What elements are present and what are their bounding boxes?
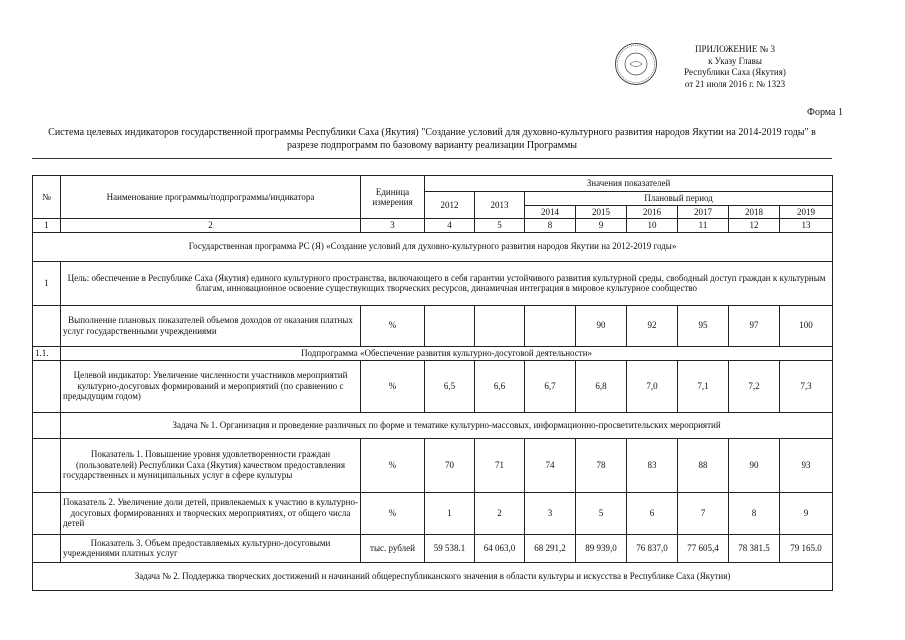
indicator-name: Показатель 1. Повышение уровня удовлетворенности граждан (пользователей) Республики Саха (Якутия) качеством предоставления государственных и муниципальных услуг в сфере культуры — [61, 438, 361, 492]
value-cell: 64 063,0 — [475, 534, 525, 562]
indicator-num — [33, 492, 61, 534]
appendix-line: ПРИЛОЖЕНИЕ № 3 — [694, 44, 776, 54]
value-cell: 74 — [525, 438, 576, 492]
column-number: 12 — [729, 219, 780, 233]
subprogram-title: Подпрограмма «Обеспечение развития культурно-досуговой деятельности» — [61, 346, 833, 360]
appendix-line: к Указу Главы — [708, 55, 762, 66]
column-number: 1 — [33, 219, 61, 233]
value-cell: 97 — [729, 305, 780, 346]
value-cell: 89 939,0 — [576, 534, 627, 562]
header-year: 2018 — [729, 205, 780, 219]
value-cell: 76 837,0 — [627, 534, 678, 562]
value-cell: 92 — [627, 305, 678, 346]
indicator-name: Выполнение плановых показателей объемов доходов от оказания платных услуг государственными учреждениями — [61, 305, 361, 346]
indicator-num — [33, 438, 61, 492]
indicator-row — [33, 438, 833, 492]
document-title: Система целевых индикаторов государственной программы Республики Саха (Якутия) "Создание условий для духовно-культурного развития народов Якутии на 2014-2019 годы" в разрезе подпрограмм по базовому варианту реализации Программы — [48, 127, 816, 151]
value-cell: 6,5 — [425, 360, 475, 412]
task-row — [33, 562, 833, 590]
header-year: 2017 — [678, 205, 729, 219]
header-year: 2013 — [475, 192, 525, 219]
value-cell: 70 — [425, 438, 475, 492]
appendix-line: от 21 июля 2016 г. № 1323 — [684, 78, 786, 89]
header-unit: Единица измерения — [361, 176, 425, 219]
value-cell — [425, 305, 475, 346]
task-title: Задача № 1. Организация и проведение различных по форме и тематике культурно-массовых, информационно-просветительских мероприятий — [61, 412, 833, 438]
column-number: 4 — [425, 219, 475, 233]
value-cell: 1 — [425, 492, 475, 534]
value-cell: 2 — [475, 492, 525, 534]
value-cell: 71 — [475, 438, 525, 492]
value-cell: 90 — [729, 438, 780, 492]
column-number: 10 — [627, 219, 678, 233]
goal-text: Цель: обеспечение в Республике Саха (Якутия) единого культурного пространства, включающего в себя гарантии устойчивого развития культурной среды, свободный доступ граждан к культурным благам, инновационное освоение существующих творческих ресурсов, динамичная интеграция в мировое культурное сообщество — [61, 261, 833, 305]
header-year: 2012 — [425, 192, 475, 219]
column-number: 13 — [780, 219, 833, 233]
header-year: 2015 — [576, 205, 627, 219]
form-label: Форма 1 — [807, 107, 843, 118]
header-year: 2019 — [780, 205, 833, 219]
subprogram-row — [33, 346, 833, 360]
indicator-row — [33, 492, 833, 534]
indicators-table — [32, 175, 833, 591]
header-year: 2016 — [627, 205, 678, 219]
appendix-line: Республики Саха (Якутия) — [684, 67, 786, 77]
header-values: Значения показателей — [425, 176, 833, 192]
program-title-row — [33, 232, 833, 261]
value-cell: 7,1 — [678, 360, 729, 412]
column-number: 2 — [61, 219, 361, 233]
value-cell: 7 — [678, 492, 729, 534]
header-year: 2014 — [525, 205, 576, 219]
value-cell: 78 — [576, 438, 627, 492]
column-number: 9 — [576, 219, 627, 233]
value-cell — [475, 305, 525, 346]
task-num — [33, 412, 61, 438]
indicator-unit: % — [361, 305, 425, 346]
task-row — [33, 412, 833, 438]
value-cell: 79 165.0 — [780, 534, 833, 562]
column-number: 11 — [678, 219, 729, 233]
value-cell: 6,6 — [475, 360, 525, 412]
indicator-num — [33, 305, 61, 346]
indicator-name: Показатель 3. Объем предоставляемых культурно-досуговыми учреждениями платных услуг — [61, 534, 361, 562]
indicator-unit: тыс. рублей — [361, 534, 425, 562]
indicator-name: Целевой индикатор: Увеличение численности участников мероприятий культурно-досуговых формирований и мероприятий (по сравнению с предыдущим годом) — [61, 360, 361, 412]
indicator-name: Показатель 2. Увеличение доли детей, привлекаемых к участию в культурно-досуговых формированиях и творческих мероприятиях, от общего числа детей — [61, 492, 361, 534]
value-cell: 88 — [678, 438, 729, 492]
value-cell: 100 — [780, 305, 833, 346]
column-number: 5 — [475, 219, 525, 233]
header-planned: Плановый период — [525, 192, 833, 206]
value-cell — [525, 305, 576, 346]
value-cell: 83 — [627, 438, 678, 492]
program-title: Государственная программа РС (Я) «Создание условий для духовно-культурного развития народов Якутии на 2012-2019 годы» — [33, 232, 833, 261]
value-cell: 93 — [780, 438, 833, 492]
goal-row — [33, 261, 833, 305]
goal-num: 1 — [33, 261, 61, 305]
indicator-num — [33, 534, 61, 562]
value-cell: 90 — [576, 305, 627, 346]
value-cell: 68 291,2 — [525, 534, 576, 562]
value-cell: 77 605,4 — [678, 534, 729, 562]
subprogram-num: 1.1. — [33, 346, 61, 360]
value-cell: 7,0 — [627, 360, 678, 412]
value-cell: 7,3 — [780, 360, 833, 412]
value-cell: 6,8 — [576, 360, 627, 412]
value-cell: 3 — [525, 492, 576, 534]
indicator-row — [33, 360, 833, 412]
indicator-unit: % — [361, 360, 425, 412]
value-cell: 59 538.1 — [425, 534, 475, 562]
official-seal-stamp — [614, 42, 658, 86]
indicator-num — [33, 360, 61, 412]
value-cell: 6,7 — [525, 360, 576, 412]
indicator-row — [33, 534, 833, 562]
value-cell: 5 — [576, 492, 627, 534]
indicator-unit: % — [361, 438, 425, 492]
title-divider — [32, 158, 832, 159]
value-cell: 9 — [780, 492, 833, 534]
column-number: 8 — [525, 219, 576, 233]
value-cell: 95 — [678, 305, 729, 346]
column-number-row — [33, 219, 833, 233]
header-num: № — [33, 176, 61, 219]
header-row — [33, 176, 833, 192]
value-cell: 6 — [627, 492, 678, 534]
indicator-unit: % — [361, 492, 425, 534]
column-number: 3 — [361, 219, 425, 233]
indicator-row — [33, 305, 833, 346]
value-cell: 78 381.5 — [729, 534, 780, 562]
task-title: Задача № 2. Поддержка творческих достижений и начинаний общереспубликанского значения в области культуры и искусства в Республике Саха (Якутия) — [33, 562, 833, 590]
value-cell: 8 — [729, 492, 780, 534]
appendix-block — [655, 44, 815, 90]
header-name: Наименование программы/подпрограммы/индикатора — [61, 176, 361, 219]
value-cell: 7,2 — [729, 360, 780, 412]
